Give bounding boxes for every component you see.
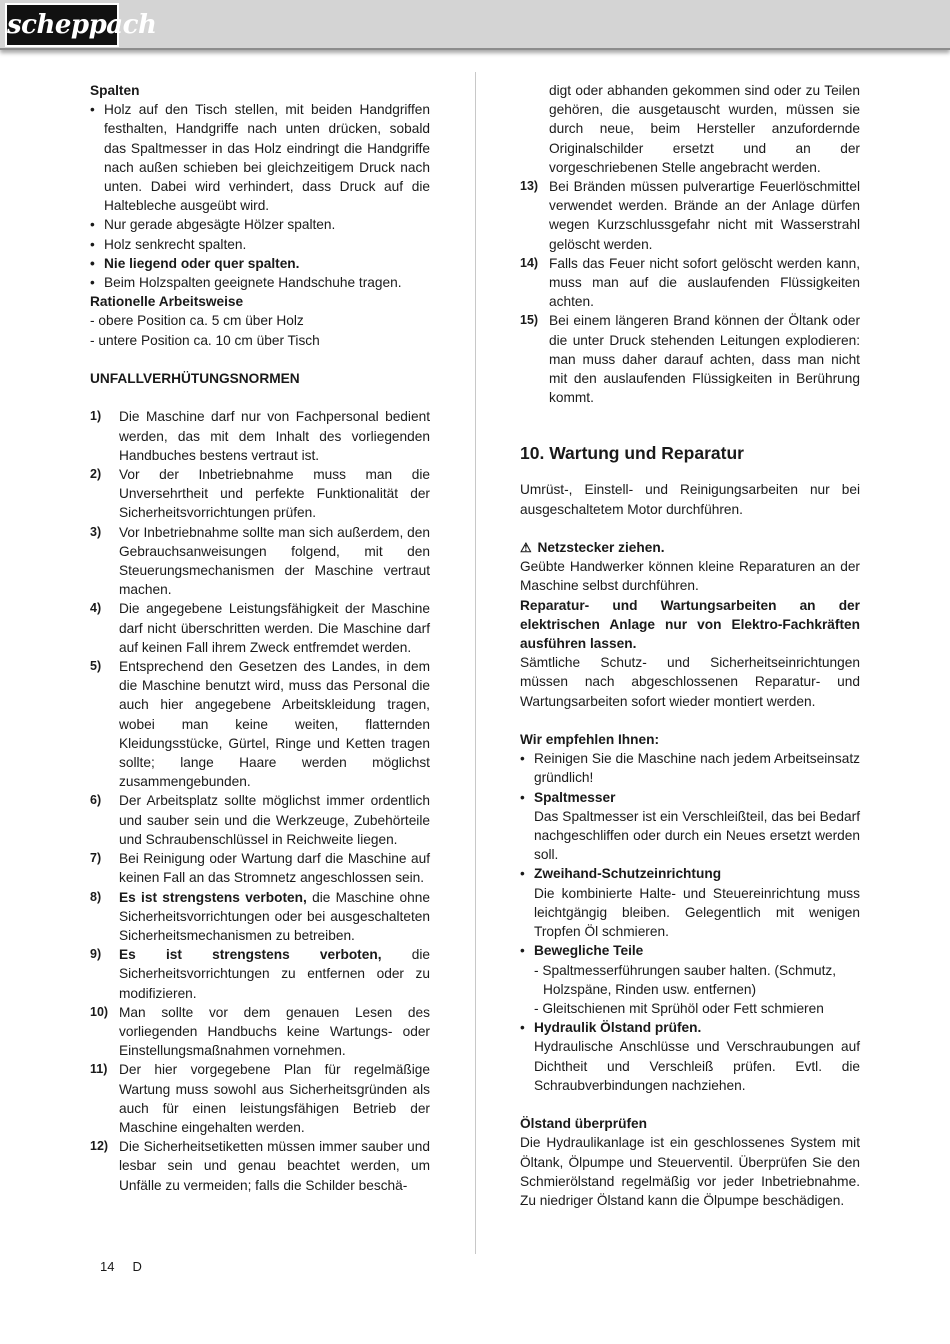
warning-icon: ⚠ xyxy=(520,540,532,556)
list-item: • Reinigen Sie die Maschine nach jedem Arbeitseinsatz gründlich! xyxy=(520,751,860,786)
rule-item: 6) Der Arbeitsplatz sollte möglichst immer ordentlich und sauber sein und die Werkzeuge, Zubehörteile und Schraubenschlüssel in Reichweite liegen. xyxy=(90,793,430,847)
rationelle-line: - untere Position ca. 10 cm über Tisch xyxy=(90,332,320,348)
rationelle-line: - obere Position ca. 5 cm über Holz xyxy=(90,313,304,329)
rule-item: 4) Die angegebene Leistungsfähigkeit der Maschine darf nicht überschritten werden. Die Maschine darf auf keinen Fall ihrem Zweck entfremdet werden. xyxy=(90,601,430,655)
column-divider xyxy=(475,72,476,1254)
rule-item: 12) Die Sicherheitsetiketten müssen immer sauber und lesbar sein und genau beachtet werden, um Unfälle zu vermeiden; falls die Schilder beschä- xyxy=(90,1139,430,1193)
rule-item: 9) Es ist strengstens verboten, die Sicherheitsvorrichtungen zu entfernen oder zu modifizieren. xyxy=(90,947,430,1001)
page-number: 14 xyxy=(100,1259,115,1274)
section-title: 10. Wartung und Reparatur xyxy=(520,443,744,464)
rule-item: 11) Der hier vorgegebene Plan für regelmäßige Wartung muss sowohl aus Sicherheitsgründen als auch für einen leistungsfähigen Betrieb der Maschine eingehalten werden. xyxy=(90,1062,430,1135)
rule-item: 7) Bei Reinigung oder Wartung darf die Maschine auf keinen Fall an das Stromnetz angeschlossen sein. xyxy=(90,851,430,886)
bewegliche-line: Holzspäne, Rinden usw. entfernen) xyxy=(543,981,757,997)
list-item: • Nie liegend oder quer spalten. xyxy=(90,255,300,271)
unfall-heading: UNFALLVERHÜTUNGSNORMEN xyxy=(90,371,300,387)
oelstand-heading: Ölstand überprüfen xyxy=(520,1116,647,1132)
list-item: • Hydraulik Ölstand prüfen. xyxy=(520,1020,702,1036)
list-item: • Beim Holzspalten geeignete Handschuhe tragen. xyxy=(90,275,402,291)
schutz-text: Sämtliche Schutz- und Sicherheitseinrichtungen müssen nach abgeschlossenen Reparatur- und Wartungsarbeiten sofort wieder montiert werden. xyxy=(520,655,860,709)
rule-item: 15) Bei einem längeren Brand können der Öltank oder die unter Druck stehenden Leitungen explodieren: man muss daher darauf achten, dass man nicht mit den auslaufenden Flüssigkeiten in Berührung kommt. xyxy=(520,313,860,406)
rule-item: 3) Vor Inbetriebnahme sollte man sich außerdem, den Gebrauchsanweisungen folgend, mit den Steuerungsmechanismen der Maschine vertraut machen. xyxy=(90,524,430,598)
rule-item: 13) Bei Bränden müssen pulverartige Feuerlöschmittel verwendet werden. Brände an der Anlage dürfen wegen Kurzschlussgefahr nicht mit Wasserstrahl gelöscht werden. xyxy=(520,179,860,252)
oelstand-text: Die Hydraulikanlage ist ein geschlossenes System mit Öltank, Ölpumpe und Steuerventil. Überprüfen Sie den Schmierölstand regelmäßig vor jeder Inbetriebnahme. Zu niedriger Ölstand kann die Ölpumpe beschädigen. xyxy=(520,1135,860,1208)
elektro-warning: Reparatur- und Wartungsarbeiten an der elektrischen Anlage nur von Elektro-Fachkräften ausführen lassen. xyxy=(520,597,860,652)
scheppach-logo: scheppach xyxy=(5,3,119,47)
bewegliche-line: - Gleitschienen mit Sprühöl oder Fett schmieren xyxy=(534,1000,824,1016)
intro-text: Umrüst-, Einstell- und Reinigungsarbeiten nur bei ausgeschaltetem Motor durchführen. xyxy=(520,482,860,517)
rule-item: 1) Die Maschine darf nur von Fachpersonal bedient werden, das mit dem Inhalt des vorliegenden Handbuches bestens vertraut ist. xyxy=(90,409,430,463)
rule-12-continued: digt oder abhanden gekommen sind oder zu Teilen gehören, die ausgetauscht wurden, müssen sie durch neue, beim Hersteller anzufordernde Originalschilder ersetzt und an der vorgeschriebenen Stelle angebracht werden. xyxy=(549,83,860,175)
list-item: • Zweihand-Schutzeinrichtung xyxy=(520,866,722,882)
rule-item: 8) Es ist strengstens verboten, die Maschine ohne Sicherheitsvorrichtungen oder bei ausgeschalteten Sicherheitsmechanismen zu betreiben. xyxy=(90,889,430,943)
spalten-heading: Spalten xyxy=(90,83,140,98)
rule-item: 2) Vor der Inbetriebnahme muss man die Unversehrtheit und perfekte Funktionalität der Sicherheitsvorrichtungen prüfen. xyxy=(90,467,430,521)
right-column xyxy=(520,81,860,1210)
language-code: D xyxy=(132,1259,142,1274)
spaltmesser-text: Das Spaltmesser ist ein Verschleißteil, das bei Bedarf nachgeschliffen oder durch ein Neues ersetzt werden soll. xyxy=(534,808,860,863)
page-footer xyxy=(100,1259,160,1274)
list-item: • Holz senkrecht spalten. xyxy=(90,236,247,252)
list-item: • Nur gerade abgesägte Hölzer spalten. xyxy=(90,217,336,233)
rule-item: 10) Man sollte vor dem genauen Lesen des vorliegenden Handbuchs keine Wartungs- oder Einstellungsmaßnahmen vornehmen. xyxy=(90,1004,430,1059)
netz-text: Geübte Handwerker können kleine Reparaturen an der Maschine selbst durchführen. xyxy=(520,559,860,594)
rule-item: 5) Entsprechend den Gesetzen des Landes, in dem die Maschine benutzt wird, muss das Personal die auch hier angegebene Arbeitskleidung tragen, wobei man keine weiten, flatternden Kleidungsstücke, Gürtel, Ringe und Ketten tragen sollte; lange Haare werden möglichst zusammengebunden. xyxy=(90,659,430,790)
list-item: • Bewegliche Teile xyxy=(520,943,644,959)
rule-item: 14) Falls das Feuer nicht sofort gelöscht werden kann, muss man auf die auslaufenden Flüssigkeiten achten. xyxy=(520,255,860,310)
empfehlen-heading: Wir empfehlen Ihnen: xyxy=(520,732,660,748)
netzstecker-heading: ⚠ Netzstecker ziehen. xyxy=(520,538,860,557)
rationelle-heading: Rationelle Arbeitsweise xyxy=(90,294,244,310)
list-item: • Holz auf den Tisch stellen, mit beiden Handgriffen festhalten, Handgriffe nach unten drücken, sobald das Spaltmesser in das Holz eindringt die Handgriffe nach außen schieben bei gleichzeitigem Druck nach unten. Dabei wird verhindert, dass Druck auf die Haltebleche ausgeübt wird. xyxy=(90,102,430,214)
hydraulik-text: Hydraulische Anschlüsse und Verschraubungen auf Dichtheit und Verschleiß prüfen. Evtl. die Schraubverbindungen nachziehen. xyxy=(534,1039,860,1093)
header-bar xyxy=(0,0,950,50)
list-item: • Spaltmesser xyxy=(520,789,616,805)
bewegliche-line: - Spaltmesserführungen sauber halten. (Schmutz, xyxy=(534,962,837,978)
zweihand-text: Die kombinierte Halte- und Steuereinrichtung muss leichtgängig bleiben. Gelegentlich mit wenigen Tropfen Öl schmieren. xyxy=(534,885,860,940)
left-column xyxy=(90,81,430,1195)
